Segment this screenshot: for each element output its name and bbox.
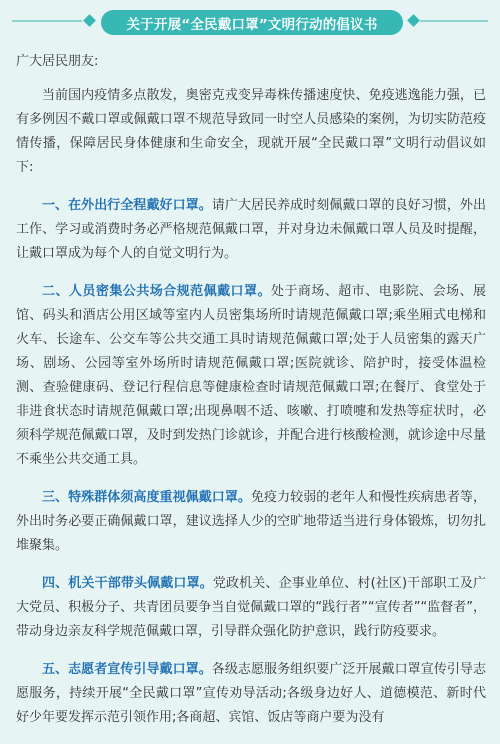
section-text: 党政机关、企事业单位、村(社区)干部职工及广大党员、积极分子、共青团员要争当自觉佩戴口罩的“践行者”“宣传者”“监督者”，带动身边亲友科学规范佩戴口罩，引导群众强化防护意识，践行防疫要求。 xyxy=(16,576,486,639)
section-5 xyxy=(16,658,486,730)
section-text: 处于商场、超市、电影院、会场、展馆、码头和酒店公用区域等室内人员密集场所时请规范佩戴口罩;乘坐厢式电梯和火车、长途车、公交车等公共交通工具时请规范佩戴口罩;处于人员密集的露天广场、剧场、公园等室外场所时请规范佩戴口罩;医院就诊、陪护时，接受体温检测、查验健康码、登记行程信息等健康检查时请规范佩戴口罩;在餐厅、食堂处于非进食状态时请规范佩戴口罩;出现鼻咽不适、咳嗽、打喷嚏和发热等症状时，必须科学规范佩戴口罩，及时到发热门诊就诊，并配合进行核酸检测，就诊途中尽量不乘坐公共交通工具。 xyxy=(16,284,486,467)
section-3 xyxy=(16,486,486,558)
section-heading: 四、机关干部带头佩戴口罩。 xyxy=(42,576,213,591)
section-4 xyxy=(16,572,486,644)
document-body xyxy=(16,50,486,744)
page-title: 关于开展“全民戴口罩”文明行动的倡议书 xyxy=(126,16,378,33)
greeting: 广大居民朋友: xyxy=(16,54,99,69)
section-heading: 一、在外出行全程戴好口罩。 xyxy=(42,198,212,213)
title-line-left xyxy=(12,20,82,22)
title-pill xyxy=(101,10,403,35)
title-line-right xyxy=(420,20,488,22)
section-text: 免疫力较弱的老年人和慢性疾病患者等，外出时务必要正确佩戴口罩，建议选择人少的空旷地带适当进行身体锻炼，切勿扎堆聚集。 xyxy=(16,490,486,553)
section-1 xyxy=(16,194,486,266)
section-heading: 五、志愿者宣传引导戴口罩。 xyxy=(42,662,212,677)
section-heading: 三、特殊群体须高度重视佩戴口罩。 xyxy=(42,490,251,505)
title-diamond-right xyxy=(407,14,420,27)
section-2 xyxy=(16,280,486,472)
title-diamond-left xyxy=(83,14,96,27)
section-heading: 二、人员密集公共场合规范佩戴口罩。 xyxy=(42,284,271,299)
section-text: 各级志愿服务组织要广泛开展戴口罩宣传引导志愿服务，持续开展“全民戴口罩”宣传劝导活动;各级身边好人、道德模范、新时代好少年要发挥示范引领作用;各商超、宾馆、饭店等商户要为没有 xyxy=(16,662,486,725)
intro-paragraph: 当前国内疫情多点散发，奥密克戎变异毒株传播速度快、免疫逃逸能力强，已有多例因不戴口罩或佩戴口罩不规范导致同一时空人员感染的案例，为切实防范疫情传播，保障居民身体健康和生命安全，现就开展“全民戴口罩”文明行动倡议如下: xyxy=(16,88,486,175)
title-banner xyxy=(0,7,500,39)
section-text: 请广大居民养成时刻佩戴口罩的良好习惯，外出工作、学习或消费时务必严格规范佩戴口罩，并对身边未佩戴口罩人员及时提醒，让戴口罩成为每个人的自觉文明行为。 xyxy=(16,198,486,261)
